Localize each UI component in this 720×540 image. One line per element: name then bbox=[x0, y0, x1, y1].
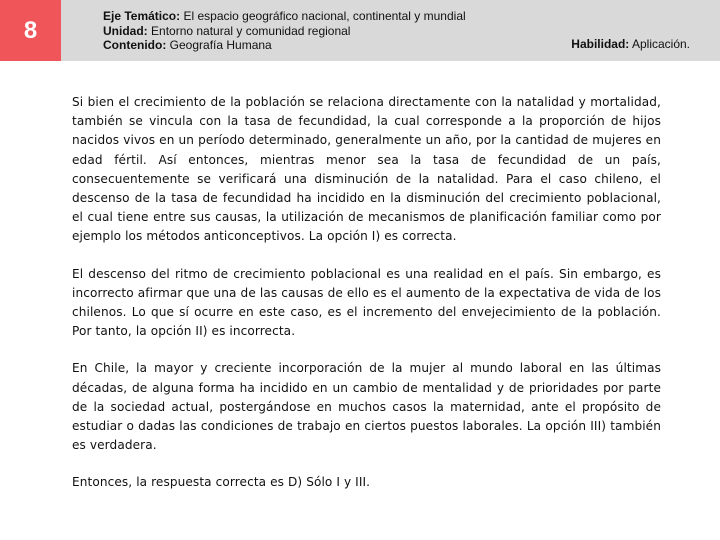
habilidad-line bbox=[571, 37, 690, 51]
question-number: 8 bbox=[23, 16, 38, 44]
header-band bbox=[0, 0, 720, 61]
paragraph-option-1: Si bien el crecimiento de la población se relaciona directamente con la natalidad y mortalidad, también se vincula con la tasa de fecundidad, la cual corresponde a la proporción de hijos nacidos vivos en un período determinado, generalmente un año, por la cantidad de mujeres en edad fértil. Así entonces, mientras menor sea la tasa de fecundidad de un país, consecuentemente se verificará una disminución de la natalidad. Para el caso chileno, el descenso de la tasa de fecundidad ha incidido en la disminución del crecimiento poblacional, el cual tiene entre sus causas, la utilización de mecanismos de planificación familiar como por ejemplo los métodos anticonceptivos. La opción I) es correcta. bbox=[72, 95, 661, 244]
unidad-label: Unidad: bbox=[103, 23, 148, 38]
eje-line bbox=[103, 9, 466, 24]
contenido-value: Geografía Humana bbox=[169, 38, 272, 52]
answer-explanation bbox=[72, 93, 661, 511]
contenido-line bbox=[103, 38, 466, 53]
paragraph-conclusion: Entonces, la respuesta correcta es D) Sólo I y III. bbox=[72, 475, 371, 490]
contenido-label: Contenido: bbox=[103, 38, 167, 52]
paragraph-option-2: El descenso del ritmo de crecimiento poblacional es una realidad en el país. Sin embargo, es incorrecto afirmar que una de las causas de ello es el aumento de la expectativa de vida de los chilenos. Lo que sí ocurre en este caso, es el incremento del envejecimiento de la población. Por tanto, la opción II) es incorrecta. bbox=[72, 266, 661, 339]
paragraph-option-3: En Chile, la mayor y creciente incorporación de la mujer al mundo laboral en las últimas décadas, de alguna forma ha incidido en un cambio de mentalidad y de prioridades por parte de la sociedad actual, postergándose en muchos casos la maternidad, ante el propósito de estudiar o dadas las condiciones de trabajo en ciertos puestos laborales. La opción III) también es verdadera. bbox=[72, 361, 661, 453]
habilidad-label: Habilidad: bbox=[571, 37, 630, 51]
habilidad-value: Aplicación. bbox=[631, 37, 690, 51]
question-number-box bbox=[0, 0, 61, 61]
eje-label: Eje Temático: bbox=[103, 9, 181, 23]
eje-value: El espacio geográfico nacional, continental y mundial bbox=[183, 9, 466, 23]
unidad-value: Entorno natural y comunidad regional bbox=[151, 23, 351, 38]
topic-metadata bbox=[103, 9, 466, 53]
unidad-line bbox=[103, 24, 466, 39]
